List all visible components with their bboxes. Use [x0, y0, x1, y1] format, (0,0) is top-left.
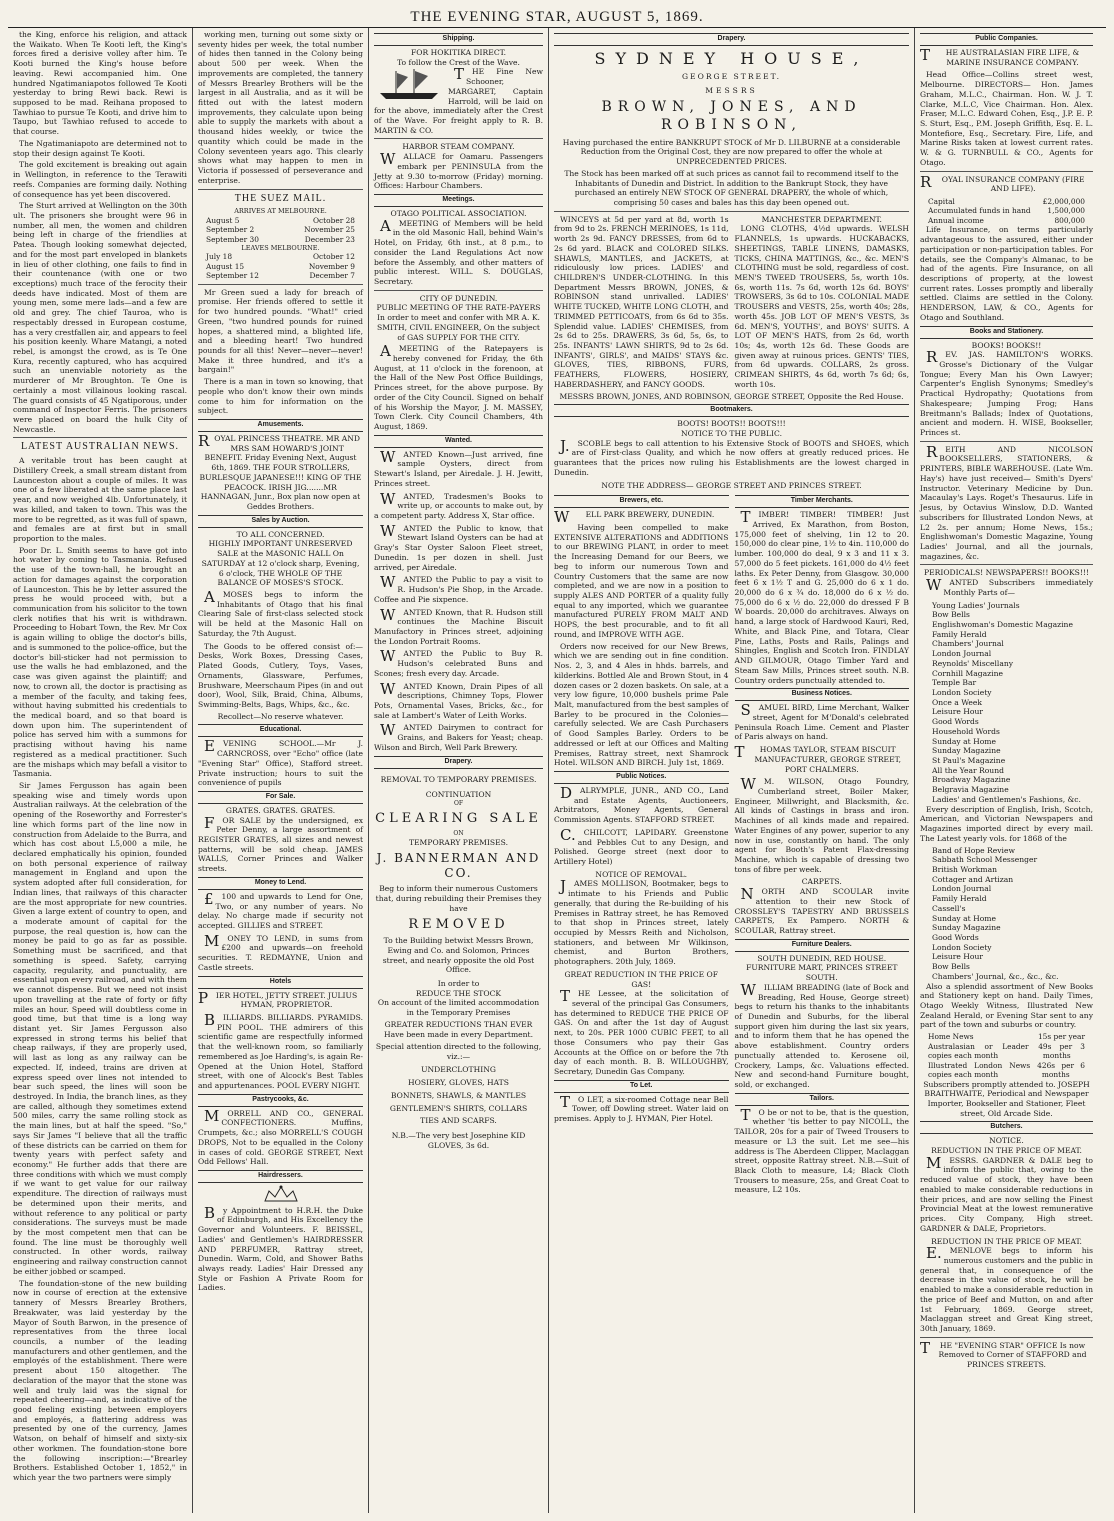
ad-text: Special attention directed to the following, viz.:— — [375, 1042, 542, 1062]
article-paragraph: The Sturt arrived at Wellington on the 30th ult. The prisoners she brought were 96 in number, all men, the women and children being left in charge of the friendlies at Patea. Though looking somewhat dejected, and for the most part enveloped in blankets in lieu of other clothing, one fails to find in their countenance (with one or two exceptions) much trace of the ferocity their deeds have indicated. Most of them are young men, some mere lads—and a few are old and grey. The chief Tauroa, who is respectably dressed in European costume, has a very crestfallen air, and appears to feel his position keenly. Whare Matangi, a noted rebel, is amongst the crowd, as is Te One Kura, recently captured, who has acquired such an unenviable notoriety as the murderer of Mr Broughton. Te One is certainly a most villainous looking rascal. The guard consists of 45 Ngatiporous, under command of Inspector Ferris. The prisoners were placed on board the hulk City of Newcastle. — [13, 201, 187, 434]
insurance-ad: Head Office—Collins street west, Melbourne. DIRECTORS— Hon. James Graham, M.L.C., Chairman. Hon. W. J. T. Clarke, M.L.C, Vice Chairman. Hon. Alex. Fraser, M.L.C. Edward Cohen, Esq., J.P. E. P. S. Sturt, Esq., P.M. Joseph Griffith, Esq. E. L. Montefiore, Esq., Secretary. Fire, Life, and Marine Risks taken at lowest current rates. W. & G. TURNBULL & CO., Agents for Otago. — [920, 70, 1093, 167]
table-cell: Accumulated funds in hand — [928, 206, 1031, 216]
table-row — [920, 1042, 1093, 1061]
news-heading: LATEST AUSTRALIAN NEWS. — [20, 441, 180, 453]
list-item: Temple Bar — [932, 678, 977, 688]
ad-text: Beg to inform their numerous Customers that, during rebuilding their Premises they have — [375, 884, 542, 913]
list-item: Cornhill Magazine — [932, 668, 1003, 678]
ad-heading: CARPETS. — [801, 877, 842, 887]
divider — [920, 1337, 1093, 1338]
section-header: Hotels — [198, 976, 363, 989]
hotel-ad: PIER HOTEL, JETTY STREET. JULIUS HYMAN, PROPRIETOR. — [198, 988, 358, 1010]
article-paragraph: Sir James Fergusson has again been speaking wise and timely words upon Australian railways. At the celebration of the opening of the Roseworthy and Forrester's line which forms part of the line now in construction from Adelaide to the Burra, and which has cost about L5,000 a mile, he declared emphatically his opinion, founded on both personal experience of railway management in England and upon the system adopted after full consideration, for Indian lines, that railways of this character are the most appropriate for new countries. Given a large extent of country to open, and a moderate amount of capital for the purpose, the real question is, how can the money be paid to go as far as possible. Something must be sacrificed, and that something is speed. Safety, carrying capacity, regularity, and punctuality, are essential upon every railroad, and with them we cannot dispense. But we need not insist upon travelling at the rate of forty or fifty miles an hour. Speed will doubtless come in good time, but that time is a long way distant yet. Sir James Fergusson also expressed in strong terms his belief that cheap railways, if they are properly used, will last as long as any railway can be expected. If, indeed, trains are driven at express speed over lines not intended to bear such speed, the lines will soon be destroyed. In India, the branch lines, as they are called, although they sometimes extend 500 miles, carry the same rolling stock as the main lines, but at half the speed. "So," says Sir James "I believe that all the traffic of these districts can be carried on them for twenty years with perfect safety and economy." He further adds that there are three conditions with which we must comply if we want to get value for our railway expenditure. The direction of railways must be determined upon their merits, and without reference to any political or party considerations. The surveys must be made by the most competent men that can be found. The line must be thoroughly well constructed. In other words, railway engineering and railway construction cannot be either jobbed or scamped. — [13, 780, 187, 1276]
ad-heading: NOTICE. — [989, 1136, 1024, 1146]
table-row — [920, 1061, 1093, 1080]
ad-heading: PERIODICALS! NEWSPAPERS!! BOOKS!!! — [923, 568, 1090, 578]
table-cell: October 28 — [312, 215, 355, 225]
list-item: Band of Hope Review — [932, 845, 1015, 855]
ad-heading: BOOKS! BOOKS!! — [971, 340, 1042, 350]
section-header: Timber Merchants. — [735, 495, 910, 508]
suez-arrivals-table — [198, 216, 363, 244]
sailing-ship-icon — [374, 67, 444, 101]
ad-text: Every description of English, Irish, Scotch, American, and Victorian Newspapers and Magazines imported direct by every mail. The Latest yearly vols. for 1868 of the — [920, 804, 1093, 843]
ad-heading: HARBOR STEAM COMPANY. — [402, 142, 515, 152]
list-item: Sunday at Home — [932, 913, 996, 923]
sydney-house-heading: SYDNEY HOUSE, — [594, 48, 869, 68]
list-item: Broadway Magazine — [932, 775, 1011, 785]
schooner-ad: THE Fine New Schooner, MARGARET, Captain Harrold, will be laid on for the above, immediately after the Crest of the Wave. For freight apply to R. B. MARTIN & CO. — [374, 65, 543, 135]
column-4 — [549, 28, 915, 1513]
section-header: Public Companies. — [920, 33, 1093, 46]
ad-subheading: PUBLIC MEETING OF THE RATE-PAYERS — [376, 303, 541, 313]
list-item: Good Words — [932, 717, 979, 727]
ad-heading: GREAT REDUCTION IN THE PRICE OF GAS! — [564, 969, 719, 989]
ad-subheading: MANCHESTER DEPARTMENT. — [761, 214, 882, 224]
list-item: BONNETS, SHAWLS, & MANTLES — [390, 1090, 527, 1100]
divider — [920, 441, 1093, 442]
section-header: Bootmakers. — [554, 404, 909, 417]
ad-text: To the Building betwixt Messrs Brown, Ewing and Co. and Solomon, Princes street, and nearly opposite the old Post Office. — [382, 936, 535, 975]
ad-text: On account of the limited accommodation in the Temporary Premises — [377, 998, 540, 1018]
ad-text: GREATER REDUCTIONS THAN EVER — [384, 1019, 533, 1029]
table-row — [198, 235, 363, 244]
list-item: Family Herald — [932, 629, 987, 639]
butcher-ad: MESSRS. GARDNER & DALE beg to inform the public that, owing to the reduced value of stock, they have been enabled to make considerable reductions in their prices, and are now selling the Finest Provincial Meat at the lowest remunerative prices. City Company, High street. GARDNER & DALE, Proprietors. — [920, 1153, 1093, 1233]
periodicals-ad: WANTED Subscribers immediately Monthly Parts of— — [926, 576, 1093, 597]
insurance-ad: Life Insurance, on terms particularly advantageous to the assured, either under participation or non-participation tables. For details, see the Company's Almanac, to be had of the agents. Fire Insurance, on all descriptions of property, at the lowest current rates. Losses promptly and liberally settled. Claims are settled in the Colony. HENDERSON, LAW, & CO., Agents for Otago and Southland. — [920, 225, 1093, 322]
meeting-ad: AMEETING of Members will be held in the old Masonic Hall, behind Wain's Hotel, on Friday, 6th inst., at 8 p.m., to consider the Land Regulations Act now before the Assembly, and other matters of public interest. WILL. S. DOUGLAS, Secretary. — [374, 216, 543, 286]
ad-text: Also a splendid assortment of New Books and Stationery kept on hand. Daily Times, Otago Weekly Witness, Illustrated New Zealand Herald, or Evening Star sent to any part of the town and suburbs or country. — [920, 981, 1093, 1030]
business-ad: THOMAS TAYLOR, STEAM BISCUIT MANUFACTURER, GEORGE STREET, PORT CHALMERS. — [734, 743, 901, 774]
grates-ad: FOR SALE by the undersigned, ex Peter Denny, a large assortment of REGISTER GRATES, all sizes and newest patterns, will be sold cheap. JAMES WALLS, Corner Princes and Walker streets. — [198, 813, 363, 874]
ad-signature: MESSRS BROWN, JONES, AND ROBINSON, GEORGE STREET, Opposite the Red House. — [559, 391, 904, 401]
table-row — [920, 197, 1093, 206]
divider — [198, 189, 363, 190]
list-item: TIES AND SCARFS. — [420, 1116, 497, 1126]
loan-ad: MONEY TO LEND, in sums from £200 and upwards—on freehold securities. T. REDMAYNE, Union and Castle streets. — [198, 931, 363, 972]
table-cell: September 30 — [206, 234, 259, 244]
brewery-ad: Orders now received for our New Brews, which we are sending out in fine condition. Nos. 2, 3, and 4 Ales in hhds. barrels, and kilderkins. Bottled Ale and Brown Stout, in 4 dozen cases or 2 dozen baskets. On sale, at a very low figure, 10,000 bushels prime Pale Malt, manufactured from the best samples of Barley to be procured in the Colonies—carefully selected. We are Cash Purchasers of Good Samples Barley. Orders to be addressed or left at our Offices and Malting Premises, Rattray street, next Shamrock Hotel. WILSON AND BIRCH. July 1st, 1869. — [554, 641, 729, 768]
divider — [554, 211, 909, 212]
business-ad: NORTH AND SCOULAR invite attention to their new Stock of CROSSLEY'S TAPESTRY AND BRUSSELS CARPETS, Ex Pampero. NORTH & SCOULAR, Rattray street. — [734, 885, 909, 935]
suez-mail-title: THE SUEZ MAIL. — [234, 192, 327, 204]
list-item: HOSIERY, GLOVES, HATS — [408, 1077, 509, 1087]
office-notice: THE "EVENING STAR" OFFICE Is now Removed to Corner of STAFFORD and PRINCES STREETS. — [920, 1338, 1087, 1370]
notice-ad: C.CHILCOTT, LAPIDARY. Greenstone and Pebbles Cut to any Design, and Polished. George street (next door to Artillery Hotel) — [554, 825, 729, 866]
ad-heading: NOTICE OF REMOVAL. — [595, 869, 688, 879]
table-cell: 9s per 3 months — [1042, 1041, 1085, 1061]
sale-ad: The Goods to be offered consist of:—Desks, Work Boxes, Dressing Cases, Plated Goods, Cutlery, Toys, Vases, Ornaments, Glassware, Perfumes, Brushware, Meerschaum Pipes (in and out door), Wool, Silk, Braid, China, Albums, Swimming-Belts, Bags, Whips, &c., &c. — [198, 641, 363, 709]
table-cell: September 2 — [206, 225, 255, 235]
ad-text: OF — [453, 799, 464, 807]
ad-subheading: REDUCTION IN THE PRICE OF MEAT. — [931, 1236, 1082, 1246]
table-cell: November 25 — [304, 225, 355, 235]
ad-text: WINCEYS at 5d per yard at 8d, worth 1s from 9d to 2s. FRENCH MERINOES, 1s 11d, worth 2s 9d. FANCY DRESSES, from 6d to 2s 6d yard. BLACK and COLORED SILKS. SHAWLS, MANTLES, and JACKETS, at ridiculously low prices. LADIES' and CHILDREN'S UNDER-CLOTHING. In this Department Messrs BROWN, JONES, & ROBINSON stand unrivalled. LADIES' WHITE TUCKED, WHITE LONG CLOTH, and TRIMMED PETTICOATS, from 6s 6d to 35s. Splendid value. LADIES' CHEMISES, from 2s 6d to 25s. DRAWERS, 3s 6d, 5s, 6s, to 25s. INFANTS' LAWN SHIRTS, 9d to 2s 6d. INFANTS', GIRLS', and MAIDS' STAYS &c. GLOVES, TIES, RIBBONS, FURS, FEATHERS, FLOWERS, HOSIERY, HABERDASHERY, and FANCY GOODS. — [554, 214, 729, 389]
suez-departures-table — [198, 252, 363, 280]
section-header: Furniture Dealers. — [735, 939, 910, 952]
section-header: Drapery. — [554, 33, 909, 46]
list-item: Household Words — [932, 726, 1000, 736]
list-item: Bow Bells — [932, 610, 970, 620]
suez-leaves-label: LEAVES MELBOURNE. — [241, 244, 320, 253]
magazine-list — [920, 601, 1093, 805]
table-cell: 15s per year — [1037, 1032, 1085, 1042]
brj-heading: BROWN, JONES, AND ROBINSON, — [601, 98, 862, 133]
boots-ad: J.SCOBLE begs to call attention to his Extensive Stock of BOOTS and SHOES, which are of First-class Quality, and which he now offers at greatly reduced prices. He guarantees that the prices now ruling his Establishments are the lowest charged in Dunedin. — [554, 436, 909, 477]
magazine-list — [920, 846, 1093, 982]
article-paragraph: working men, turning out some sixty or seventy hides per week, the total number of hides then tanned in the Colony being about 500 per week. When the improvements are completed, the tannery of Messrs Brearley Brothers will be the largest in all Australia, and as it will be fitted out with the latest modern improvements, they calculate upon being able to supply the markets with about a thousand hides weekly, or twice the quantity which could be made in the Colony seventeen years ago. This clearly shows what may happen to men in Victoria if possessed of perseverance and enterprise. — [198, 30, 363, 185]
list-item: British Workman — [932, 864, 998, 874]
table-cell: 1,500,000 — [1047, 206, 1085, 216]
ad-heading: SOUTH DUNEDIN, RED HOUSE. — [757, 953, 887, 963]
list-item: Once a Week — [932, 697, 982, 707]
table-cell: October 12 — [312, 252, 355, 262]
notice-ad: THE Lessee, at the solicitation of several of the principal Gas Consumers, has determined to REDUCE THE PRICE OF GAS. On and after the 1st day of August next, to 20s. PER 1000 CUBIC FEET, to all those Consumers who pay their Gas Accounts at the Office on or before the 7th day of each month. B. B. WILLOUGHBY, Secretary, Dunedin Gas Company. — [554, 987, 729, 1077]
section-header: Shipping. — [374, 33, 543, 46]
billiards-ad: BILLIARDS. BILLIARDS. PYRAMIDS. PIN POOL. THE admirers of this scientific game are respectfully informed that the well-known room, so familiarly remembered as Joe Harding's, is again Re-Opened at the Union Hotel, Stafford street, with one of Alcock's Best Tables and appurtenances. POOL EVERY NIGHT. — [198, 1011, 363, 1091]
list-item: Sunday Magazine — [932, 746, 1001, 756]
table-row — [920, 206, 1093, 215]
article-paragraph: Poor Dr. L. Smith seems to have got into hot water by coming to Tasmania. Refused the use of the town-hall, he brought an action for damages against the corporation of Launceston. This he by letter assured the press he would proceed with, but a communication from his solicitor to the town clerk notifies that his writ is withdrawn. Proceeding to Hobart Town, the Rev. Mr Cox is again willing to oblige the doctor's bills, and is summoned to the police-office, but the doctor's bill-sticker had not permission to use the walls he had emblazoned, and the case was given against the plaintiff; and now, to crown all, the doctor is practising as a member of the faculty, and taking fees, without having submitted his credentials to the medical board, and so that board is down upon him. The superintendent of police has served him with a summons for practising without having his name registered as a medical practitioner. Such are the mishaps which may befall a visitor to Tasmania. — [13, 545, 187, 779]
column-3 — [369, 28, 549, 1513]
section-header: Butchers. — [920, 1121, 1093, 1134]
divider — [920, 171, 1093, 172]
ad-heading: TO ALL CONCERNED. — [236, 529, 325, 539]
list-item: London Journal — [932, 649, 992, 659]
list-item: Cassell's — [932, 903, 966, 913]
list-item: UNDERCLOTHING — [421, 1064, 496, 1074]
ad-text: Have been made in every Department. — [383, 1029, 534, 1039]
list-item: All the Year Round — [932, 765, 1004, 775]
divider — [13, 437, 187, 438]
list-item: Leisure Hour — [932, 952, 984, 962]
list-item: Family Herald — [932, 894, 987, 904]
column-1 — [8, 28, 193, 1513]
wanted-ad: WANTED the Public to pay a visit to R. Hudson's Pie Shop, in the Arcade. Coffee and Pie sixpence. — [374, 573, 543, 604]
article-paragraph: Mr Green sued a lady for breach of promise. Her friends offered to settle it for two hundred pounds. "What!" cried Green, "two hundred pounds for ruined hopes, a shattered mind, a blighted life, and a bleeding heart! Two hundred pounds for all this! Never—never—never! Make it three hundred, and it's a bargain!" — [198, 287, 363, 375]
wanted-ad: WANTED, Tradesmen's Books to write up, or accounts to make out, by a competent party. Address X, Star office. — [374, 489, 543, 521]
list-item: Young Ladies' Journals — [932, 600, 1020, 610]
table-row — [198, 252, 363, 261]
section-header: Books and Stationery. — [920, 326, 1093, 339]
ad-heading: FOR HOKITIKA DIRECT. — [411, 47, 506, 57]
lower-two-columns — [554, 492, 909, 1198]
butcher-ad: E.MENLOVE begs to inform his numerous customers and the public in general that, in consequence of the decrease in the value of stock, he will be enabled to make a considerable reduction in the price of Beef and Mutton, on and after 1st February, 1869. George street, Maclaggan street and Great King street, 30th January, 1869. — [920, 1244, 1093, 1333]
ship-ad — [374, 67, 543, 135]
ad-heading: REMOVAL TO TEMPORARY PREMISES. — [380, 774, 537, 784]
business-ad: WM. WILSON, Otago Foundry, Cumberland street, Boiler Maker, Engineer, Millwright, and Blacksmith, &c. All kinds of Castings in brass and iron. Machines of all kinds made and repaired. Water Engines of any power, superior to any now in use, constantly on hand. The only agent for Booth's Patent Flax-dressing Machine, which is capable of dressing two tons of fibre per week. — [734, 775, 909, 874]
wanted-ad: WANTED Known, Drain Pipes of all descriptions, Chimney Tops, Flower Pots, Ornamental Vases, Bricks, &c., for sale at Lambert's Water of Leith Works. — [374, 679, 543, 720]
table-cell: Home News — [928, 1032, 974, 1042]
ad-text: The Stock has been marked off at such prices as cannot fail to recommend itself to the Inhabitants of Dunedin and District. In addition to the Bankrupt Stock, they have purchased an entirely NEW STOCK OF GENERAL DRAPERY, the whole of which, comprising 50 cases and bales has this day been opened out. — [564, 168, 899, 207]
suez-arrives-label: ARRIVES AT MELBOURNE. — [234, 207, 327, 216]
ad-signature: Subscribers promptly attended to. JOSEPH BRAITHWAITE, Periodical and Newspaper Importer, Bookseller and Stationer, Fleet street, Old Arcade Side. — [923, 1079, 1090, 1118]
tailor-ad: TO be or not to be, that is the question, whether 'tis better to pay NICOLL, the TAILOR, 20s for a pair of Tweed Trousers to measure or L3 the suit. Let me see—his address is The Aberdeen Clipper, Maclaggan street, opposite Rattray street. N.B.—Suit of Black Cloth to measure, L4; Black Cloth Trousers to measure, 25s, and Great Coat to measure, L2 10s. — [734, 1105, 909, 1195]
section-header: To Let. — [554, 1080, 729, 1093]
section-header: Sales by Auction. — [198, 515, 363, 528]
sale-ad: AMOSES begs to inform the Inhabitants of Otago that his final Clearing Sale of first-class selected stock will be held at the Masonic Hall on Saturday, the 7th August. — [198, 588, 363, 638]
ad-heading: ROYAL INSURANCE COMPANY (FIRE AND LIFE). — [920, 172, 1085, 194]
table-cell: Illustrated London News 4 copies each month — [928, 1060, 1042, 1080]
list-item: Good Words — [932, 932, 979, 942]
wanted-ad: WANTED the Public to Buy R. Hudson's celebrated Buns and Scones; fresh every day. Arcade. — [374, 647, 543, 678]
wanted-ad: WANTED the Public to know, that Stewart Island Oysters can be had at Gray's Star Oyster Saloon Fleet street, Dunedin. 1s per dozen in shell. Just arrived, per Airedale. — [374, 521, 543, 572]
wanted-ad: WANTED Known, that R. Hudson still continues the Machine Biscuit Manufactory in Princes street, adjoining the London Portrait Rooms. — [374, 605, 543, 646]
books-ad: REITH AND NICOLSON BOOKSELLERS, STATIONERS, & PRINTERS, BIBLE WAREHOUSE. (Late Wm. Hay's) have just received— Smith's Dyers' Instructor. Veterinary Medicine by Dun. Macaulay's Lays. Roget's Thesaurus. Life in Jesus, by Octavius Winslow, D.D. Wanted subscribers for Illustrated London News, at L2 2s. per annum; Home News, 15s.; Englishwoman's Domestic Magazine, Young Ladies' Journal, and all the journals, magazines, &c. — [920, 442, 1093, 561]
bannerman-heading: J. BANNERMAN AND CO. — [376, 850, 541, 881]
table-cell: July 18 — [206, 252, 233, 262]
drapery-items-list — [374, 1064, 543, 1129]
article-paragraph: A veritable trout has been caught at Distillery Creek, a small stream distant from Launceston about a couple of miles. It was one of a few liberated at the same place last year, and now weighed 4lb. Unfortunately, it was killed, and taken to town. This was the more to be regretted, as it was full of spawn, and females are at first but in small proportion to the males. — [13, 456, 187, 544]
business-ad: SAMUEL BIRD, Lime Merchant, Walker street, Agent for M'Donald's celebrated Peninsula Roach Lime. Cement and Plaster of Paris always on hand. — [734, 701, 909, 742]
table-cell: December 23 — [304, 234, 355, 244]
wanted-ad: WANTED Known—Just arrived, fine sample Oysters, direct from Stewart's Island, per Airedale. J. H. Jewitt, Princes street. — [374, 447, 543, 488]
ad-text: LONG CLOTHS, 4½d upwards. WELSH FLANNELS, 1s upwards. HUCKABACKS, SHEETINGS, TABLE LINENS, DAMASKS, TICKS, CHINA MATTINGS, &c., &c. MEN'S CLOTHING must be sold, regardless of cost. MEN'S TWEED TROUSERS, 5s, worth 10s. 6s, worth 11s. 7s 6d, worth 12s 6d. BOYS' TROWSERS, 3s 6d to 10s. COLONIAL MADE TROUSERS and VESTS, 25s, worth 40s; 28s, worth 45s. JOB LOT OF MEN'S VESTS, 3s 6d. MEN'S, YOUTHS', and BOYS' SUITS. A LOT OF MEN'S HATS, from 2s 6d, worth 10s; 4s, worth 12s 6d. These Goods are given away at ruinous prices. GENTS' TIES, from 6d upwards. COLLARS, 2s gross. CRIMEAN SHIRTS, 4s 6d, worth 7s 6d; 6s, worth 10s. — [734, 224, 909, 389]
list-item: GENTLEMEN'S SHIRTS, COLLARS — [389, 1103, 528, 1113]
drapery-price-list — [554, 215, 909, 392]
ad-text: N.B.—The very best Josephine KID GLOVES, 3s 6d. — [391, 1131, 526, 1151]
list-item: Sabbath School Messenger — [932, 855, 1038, 865]
list-item: Ladies' and Gentlemen's Fashions, &c. — [932, 794, 1081, 804]
masthead: THE EVENING STAR, AUGUST 5, 1869. — [8, 6, 1106, 28]
meeting-ad: AMEETING of the Ratepayers is hereby convened for Friday, the 6th August, at 11 o'clock in the forenoon, at the Hall of the New Post Office Buildings, Princes street, for the above purpose. By order of the City Council. Signed on behalf of his Worship the Mayor, J. M. MASSEY, Town Clerk. City Council Chambers, 4th August, 1869. — [374, 342, 543, 432]
article-paragraph: The gold excitement is breaking out again in Wellington, in reference to the Terawiti reefs. Companies are forming daily. Nothing of consequence has yet been discovered. — [13, 160, 187, 199]
ad-subheading: FURNITURE MART, PRINCES STREET SOUTH. — [746, 963, 898, 983]
ad-heading: GRATES. GRATES. GRATES. — [225, 805, 336, 815]
table-row — [920, 216, 1093, 225]
subscription-prices-table — [920, 1032, 1093, 1079]
ad-heading: WELL PARK BREWERY, DUNEDIN. — [554, 508, 715, 527]
column-5 — [915, 28, 1098, 1513]
ad-heading: THE AUSTRALASIAN FIRE LIFE, & MARINE INSURANCE COMPANY. — [920, 45, 1080, 67]
article-paragraph: The foundation-stone of the new building now in course of erection at the extensive tannery of Messrs Brearley Brothers, Breakwater, was laid yesterday by the Mayor of South Barwon, in the presence of representatives from the three local councils, a number of the leading manufacturers and other gentlemen, and the employés of the establishment. There were present about 150 altogether. The declaration of the mayor that the stone was well and truly laid was the signal for repeated cheering—and, as indicative of the good feeling existing between employers and employés, a flattering address was presented by one of the currency, James Watson, on behalf of himself and sixty-six other workmen. The foundation-stone bore the following inscription:—"Brearley Brothers. Established October 1, 1852," in which year the two partners were simply — [13, 1278, 187, 1483]
ad-subheading: MESSRS — [705, 86, 758, 96]
list-item: London Society — [932, 688, 992, 697]
table-cell: Annual income — [928, 215, 984, 225]
ad-subheading: GEORGE STREET. — [681, 72, 781, 82]
section-header: Public Notices. — [554, 771, 729, 784]
section-header: Brewers, etc. — [554, 495, 729, 508]
section-header: Pastrycooks, &c. — [198, 1094, 363, 1107]
table-cell: August 5 — [206, 215, 240, 225]
removed-heading: REMOVED — [408, 916, 509, 932]
section-header: Amusements. — [198, 419, 363, 432]
column-2 — [193, 28, 369, 1513]
table-row — [198, 262, 363, 271]
ad-text: TEMPORARY PREMISES. — [408, 837, 509, 847]
ad-heading: BOOTS! BOOTS!! BOOTS!!! — [677, 419, 786, 429]
divider — [198, 284, 363, 285]
table-cell: 800,000 — [1054, 215, 1085, 225]
section-header: Educational. — [198, 724, 363, 737]
sale-ad: Recollect—No reserve whatever. — [217, 711, 344, 721]
section-header: Meetings. — [374, 194, 543, 207]
section-header: Money to Lend. — [198, 877, 363, 890]
list-item: London Journal — [932, 884, 992, 894]
table-row — [198, 225, 363, 234]
list-item: London Society — [932, 942, 992, 952]
table-row — [920, 1032, 1093, 1041]
divider — [374, 290, 543, 291]
theatre-ad: ROYAL PRINCESS THEATRE. MR AND MRS SAM HOWARD'S JOINT BENEFIT. Friday Evening Next, August 6th, 1869. THE FOUR STROLLERS, BURLESQUE JAPANESE!!! KING OF THE PEACOCK. IRISH JIG.......MR HANNAGAN, Junr., Box plan now open at Geddes Brothers. — [198, 432, 362, 512]
meeting-ad: In order to meet and confer with MR A. K. SMITH, CIVIL ENGINEER, On the subject of GAS SUPPLY FOR THE CITY. — [377, 313, 540, 342]
article-paragraph: There is a man in town so knowing, that people who don't know their own minds come to him for information on the subject. — [198, 377, 363, 416]
royal-figures-table — [920, 197, 1093, 225]
steamer-ad: WALLACE for Oamaru. Passengers embark per PENINSULA from the Jetty at 9.30 to-morrow (Friday) morning. Offices: Harbour Chambers. — [374, 150, 543, 191]
table-row — [198, 271, 363, 280]
table-cell: August 15 — [206, 261, 245, 271]
clearing-sale-heading: CLEARING SALE — [375, 810, 542, 826]
table-cell: December 7 — [309, 271, 355, 281]
confectioner-ad: MORRELL AND CO., GENERAL CONFECTIONERS. Muffins, Crumpets, &c.; also MORRELL'S COUGH DROPS, Not to be equalled in the Colony in cases of cold. GEORGE STREET, Next Odd Fellows' Hall. — [198, 1106, 363, 1167]
divider — [374, 138, 543, 139]
loan-ad: £100 and upwards to Lend for One, Two, or any number of years. No delay. No charge made if security not accepted. GILLIES and STREET. — [198, 889, 363, 931]
section-header: Tailors. — [735, 1093, 910, 1106]
list-item: Reynolds' Miscellany — [932, 658, 1014, 668]
article-paragraph: The Ngatimaniapoto are determined not to stop their design against Te Kooti. — [13, 138, 187, 158]
ad-text: REDUCE THE STOCK — [415, 988, 502, 998]
section-header: Drapery. — [374, 756, 543, 769]
timber-ad: TIMBER! TIMBER! TIMBER! Just Arrived, Ex Marathon, from Boston, 175,000 feet of shelving, 1in 12 to 20. 150,000 do clear pine, 1½ to 4in. 110,000 do lumber. 100,000 do deal, 9 x 3 and 11 x 3. 57,000 do 5 feet pickets. 161,000 do 4½ feet laths. Ex Peter Denny, from Glasgow. 30,000 feet 6 x 1½ T and G. 25,000 do 6 x 1 do. 20,000 do 6 x ¾ do. 18,000 do 6 x ½ do. 75,000 do 6 x ½ do. 22,000 do dressed F B W boards. 20,000 do architraves. Always on hand, a large stock of Hardwood Kauri, Red, White, and Black Pine, and Totara, Clear Pine, Laths, Posts and Rails, Palings and Shingles, English and Scotch Iron. FINDLAY AND GILMOUR, Otago Timber Yard and Steam Saw Mills, Princes street south. N.B. Country orders punctually attended to. — [734, 508, 909, 685]
notice-ad: JAMES MOLLISON, Bootmaker, begs to intimate to his Friends and Public generally, that during the Re-building of his Premises in Rattray street, he has Removed to that shop in Princes street, lately occupied by Messrs Reith and Nicholson, stationers, and between Mr Wilkinson, chemist, and Burton Brothers, photographers. 20th July, 1869. — [554, 877, 729, 967]
ad-text: NOTE THE ADDRESS— GEORGE STREET AND PRINCES STREET. — [601, 480, 862, 490]
wanted-ad: WANTED Dairymen to contract for Grains, and Bakers for Yeast; cheap. Wilson and Birch, Well Park Brewery. — [374, 721, 543, 752]
table-cell: 26s per 6 months — [1041, 1060, 1085, 1080]
ad-subheading: To follow the Crest of the Wave. — [397, 57, 520, 67]
list-item: Belgravia Magazine — [932, 785, 1009, 795]
royal-crest-icon — [198, 1185, 363, 1206]
brewery-ad: Having been compelled to make EXTENSIVE ALTERATIONS and ADDITIONS to our BREWING PLANT, in order to meet the Increasing Demand for our Beers, we beg to inform our numerous Town and Country Customers that the same are now completed, and we are now in a position to supply ALES AND PORTER of a quality fully equal to any imported, which we guarantee manufactured PURELY FROM MALT AND HOPS, the best procurable, and to fit all round, and IMPROVE WITH AGE. — [554, 523, 729, 639]
table-cell: Capital — [928, 197, 955, 207]
table-cell: Australasian or Leader 4 copies each month — [928, 1041, 1043, 1061]
section-header: For Sale. — [198, 791, 363, 804]
notice-ad: TO LET, a six-roomed Cottage near Bell Tower, off Dowling street. Water laid on premises. Apply to J. HYMAN, Pier Hotel. — [554, 1092, 729, 1124]
school-ad: EVENING SCHOOL.—Mr J. CARNCROSS, over "Echo" office (late "Evening Star" Office), Stafford street. Private instruction; hours to suit the convenience of pupils — [198, 737, 363, 788]
ad-text: Having purchased the entire BANKRUPT STOCK of Mr D. LILBURNE at a considerable Reduction from the Original Cost, they are now prepared to offer the whole at UNPRECEDENTED PRICES. — [562, 137, 901, 167]
list-item: Sunday at Home — [932, 736, 996, 746]
table-cell: November 9 — [308, 261, 355, 271]
list-item: St Paul's Magazine — [932, 756, 1006, 766]
table-row — [198, 216, 363, 225]
ad-heading: OTAGO POLITICAL ASSOCIATION. — [390, 208, 527, 218]
sale-ad: HIGHLY IMPORTANT UNRESERVED SALE at the MASONIC HALL On SATURDAY at 12 o'clock sharp, Evening, 6 o'clock, THE WHOLE OF THE BALANCE OF MOSES'S STOCK. — [201, 539, 360, 588]
list-item: Chambers' Journal, &c., &c., &c. — [932, 971, 1059, 981]
table-cell: £2,000,000 — [1042, 197, 1085, 207]
article-paragraph: the King, enforce his religion, and attack the Waikato. When Te Kooti left, the King's forces fired a derisive volley after him. Te Kooti burned the King's house before leaving. Rewi accompanied him. One hundred Ngatimaniapotos followed Te Kooti yesterday to bring Rewi back. Rewi is supposed to be mad. Reihana proposed to Tawhiao to pursue Te Kooti, and drive him to Taupo, but Tawhiao refused to accede to that course. — [13, 30, 187, 137]
table-cell: September 12 — [206, 271, 259, 281]
section-header: Business Notices. — [735, 688, 910, 701]
list-item: Cottager and Artizan — [932, 874, 1014, 884]
ad-text: In order to — [437, 979, 480, 989]
ad-text: ON — [453, 830, 464, 838]
list-item: Englishwoman's Domestic Magazine — [932, 619, 1073, 629]
list-item: Bow Bells — [932, 962, 970, 972]
ad-subheading: REDUCTION IN THE PRICE OF MEAT. — [931, 1146, 1082, 1156]
notice-ad: DALRYMPLE, JUNR., AND CO., Land and Estate Agents, Auctioneers, Arbitrators, Money Agents, General Commission Agents. STAFFORD STREET. — [554, 783, 729, 825]
ad-subheading: NOTICE TO THE PUBLIC. — [680, 429, 782, 439]
divider — [920, 564, 1093, 565]
list-item: Chambers' Journal — [932, 639, 1004, 649]
hairdresser-ad: By Appointment to H.R.H. the Duke of Edinburgh, and His Excellency the Governor and Volunteers. F. BEISSEL, Ladies' and Gentlemen's HAIRDRESSER AND PERFUMER, Rattray street, Dunedin. Warm, Cold, and Shower Baths always ready. Ladies' Hair Dressed any Style or Fashion A Private Room for Ladies. — [198, 1203, 363, 1293]
section-header: Wanted. — [374, 435, 543, 448]
section-header: Hairdressers. — [198, 1170, 363, 1183]
furniture-ad: WILLIAM BREADING (late of Bock and Breading, Red House, George street) begs to return his thanks to the inhabitants of Dunedin and Suburbs, for the liberal support given him during the last six years, and to inform them that he has opened the above establishment. Country orders punctually attended to. Kerosene oil, Crockery, Lamps, &c. Valuations effected. New and second-hand Furniture bought, sold, or exchanged. — [734, 980, 909, 1090]
list-item: Sunday Magazine — [932, 923, 1001, 933]
list-item: Leisure Hour — [932, 707, 984, 717]
ad-heading: CITY OF DUNEDIN. — [419, 293, 498, 303]
books-ad: REV. JAS. HAMILTON'S WORKS. Grosse's Dictionary of the Vulgar Tongue; Every Man his Own Lawyer; Carpenter's English Synonyms; Smedley's Practical Hydropathy; Quotations from Shakespeare; Jumping Frog; Hans Breitmann's Ballads; Index of Quotations, ancient and modern. H. WISE, Bookseller, Princes st. — [920, 348, 1093, 438]
ad-text: CONTINUATION — [425, 790, 492, 800]
